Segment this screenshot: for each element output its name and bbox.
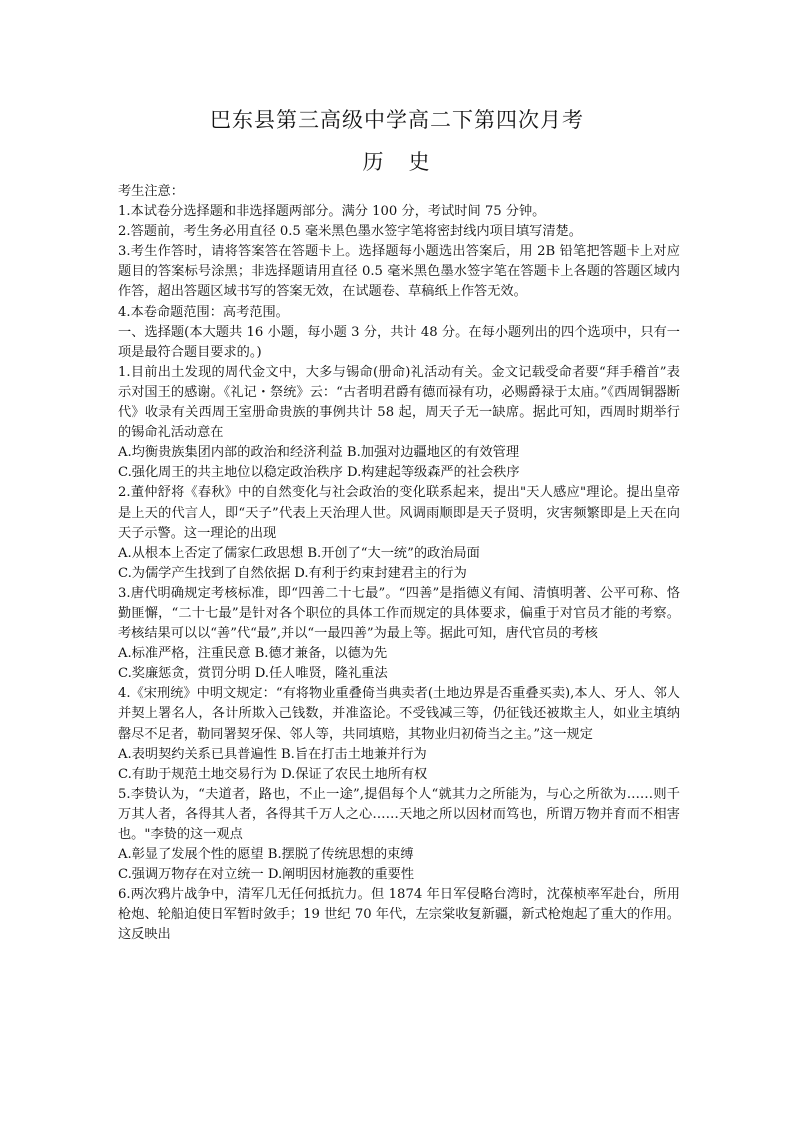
question-stem: 6.两次鸦片战争中，清军几无任何抵抗力。但 1874 年日军侵略台湾时，沈葆桢率军赴台，所用枪炮、轮船迫使日军暂时敛手；19 世纪 70 年代，左宗棠收复新疆，新式枪炮起了重大的作用。这反映出 xyxy=(118,887,680,943)
question-stem: 1.目前出土发现的周代金文中，大多与锡命(册命)礼活动有关。金文记载受命者要“拜手稽首”表示对国王的感谢。《礼记・祭统》云：“古者明君爵有德而禄有功，必赐爵禄于太庙。”《西周铜器断代》收录有关西周王室册命贵族的事例共计 58 起，周天子无一缺席。据此可知，西周时期举行的锡命礼活动意在 xyxy=(118,364,680,441)
question-options: A.均衡贵族集团内部的政治和经济利益 B.加强对边疆地区的有效管理 xyxy=(118,445,520,461)
question-options: A.彰显了发展个性的愿望 B.摆脱了传统思想的束缚 xyxy=(118,847,414,863)
question-options: C.强调万物存在对立统一 D.阐明因材施教的重要性 xyxy=(118,867,415,883)
section-heading: 一、选择题(本大题共 16 小题，每小题 3 分，共计 48 分。在每小题列出的四个选项中，只有一项是最符合题目要求的。) xyxy=(118,324,680,360)
notice-item: 4.本卷命题范围：高考范围。 xyxy=(118,304,289,320)
subject-title: 历 史 xyxy=(362,150,432,174)
exam-title: 巴东县第三高级中学高二下第四次月考 xyxy=(210,108,584,132)
question-stem: 5.李贽认为，“夫道者，路也，不止一途”,提倡每个人“就其力之所能为，与心之所欲为……则千万其人者，各得其人者，各得其千万人之心……天地之所以因材而笃也，所谓万物并育而不相害也。"李贽的这一观点 xyxy=(118,786,680,842)
question-options: A.表明契约关系已具普遍性 B.旨在打击土地兼并行为 xyxy=(118,746,427,762)
question-stem: 4.《宋刑统》中明文规定：“有将物业重叠倚当典卖者(土地边界是否重叠买卖),本人、牙人、邻人并契上署名人，各计所欺入己钱数，并准盗论。不受钱减三等，仍征钱还被欺主人，如业主填纳罄尽不足者，勒同署契牙保、邻人等，共同填赔，其物业归初倚当之主。”这一规定 xyxy=(118,686,680,742)
question-options: C.奖廉惩贪，赏罚分明 D.任人唯贤，隆礼重法 xyxy=(118,666,388,682)
question-options: C.有助于规范土地交易行为 D.保证了农民土地所有权 xyxy=(118,766,428,782)
question-options: A.从根本上否定了儒家仁政思想 B.开创了“大一统”的政治局面 xyxy=(118,545,480,561)
question-options: C.强化周王的共主地位以稳定政治秩序 D.构建起等级森严的社会秩序 xyxy=(118,465,520,481)
question-stem: 2.董仲舒将《春秋》中的自然变化与社会政治的变化联系起来，提出"天人感应"理论。提出皇帝是上天的代言人，即“天子”代表上天治理人世。风调雨顺即是天子贤明，灾害频繁即是上天在向天子示警。这一理论的出现 xyxy=(118,485,680,541)
notice-item: 3.考生作答时，请将答案答在答题卡上。选择题每小题选出答案后，用 2B 铅笔把答题卡上对应题目的答案标号涂黑；非选择题请用直径 0.5 毫米黑色墨水签字笔在答题卡上各题的答题区域内作答，超出答题区域书写的答案无效，在试题卷、草稿纸上作答无效。 xyxy=(118,244,680,300)
exam-body xyxy=(118,182,680,946)
question-options: A.标准严格，注重民意 B.德才兼备，以德为先 xyxy=(118,646,388,662)
notice-item: 2.答题前，考生务必用直径 0.5 毫米黑色墨水签字笔将密封线内项目填写清楚。 xyxy=(118,224,582,240)
question-stem: 3.唐代明确规定考核标准，即“四善二十七最”。“四善”是指德义有闻、清慎明著、公平可称、恪勤匪懈，“二十七最”是针对各个职位的具体工作而规定的具体要求，偏重于对官员才能的考察。考核结果可以以“善”代“最”,并以“一最四善”为最上等。据此可知，唐代官员的考核 xyxy=(118,585,680,642)
notice-heading: 考生注意： xyxy=(118,184,184,199)
notice-item: 1.本试卷分选择题和非选择题两部分。满分 100 分，考试时间 75 分钟。 xyxy=(118,204,546,220)
question-options: C.为儒学产生找到了自然依据 D.有利于约束封建君主的行为 xyxy=(118,565,467,581)
